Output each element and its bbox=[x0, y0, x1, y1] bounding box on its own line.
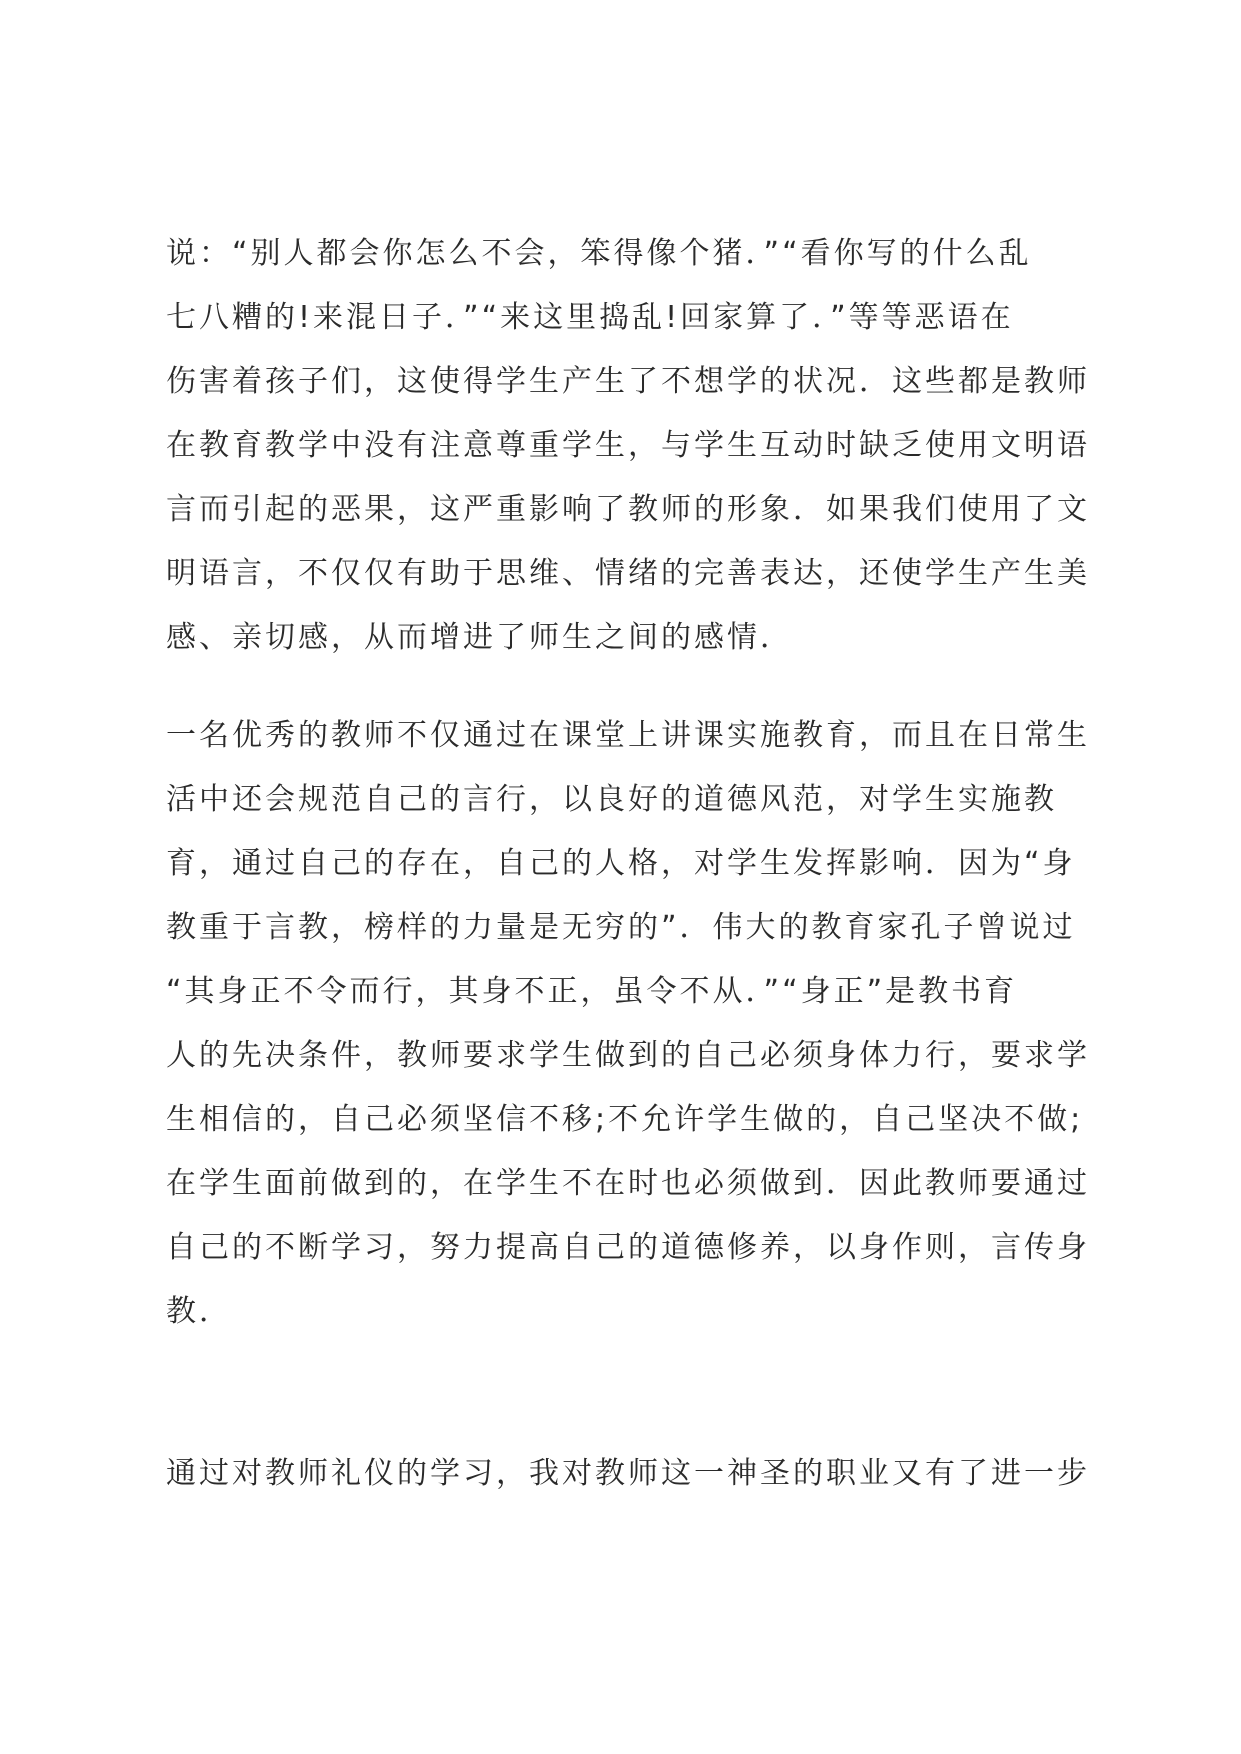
text-line: 人的先决条件，教师要求学生做到的自己必须身体力行，要求学 bbox=[166, 1038, 1090, 1073]
text-line: 教重于言教，榜样的力量是无穷的”．伟大的教育家孔子曾说过 bbox=[166, 910, 1076, 945]
text-line: 通过对教师礼仪的学习，我对教师这一神圣的职业又有了进一步 bbox=[166, 1456, 1090, 1491]
text-line: 伤害着孩子们，这使得学生产生了不想学的状况．这些都是教师 bbox=[166, 364, 1090, 399]
text-line: 七八糟的!来混日子．”“来这里捣乱!回家算了．”等等恶语在 bbox=[166, 300, 1014, 335]
text-line: 感、亲切感，从而增进了师生之间的感情． bbox=[166, 620, 793, 655]
text-line: 生相信的，自己必须坚信不移;不允许学生做的，自己坚决不做; bbox=[166, 1102, 1084, 1137]
text-line: 教． bbox=[166, 1294, 232, 1329]
paragraph-2 bbox=[166, 704, 1096, 1344]
text-line: 活中还会规范自己的言行，以良好的道德风范，对学生实施教 bbox=[166, 782, 1057, 817]
text-line: 在学生面前做到的，在学生不在时也必须做到．因此教师要通过 bbox=[166, 1166, 1090, 1201]
text-line: 言而引起的恶果，这严重影响了教师的形象．如果我们使用了文 bbox=[166, 492, 1090, 527]
text-line: 说：“别人都会你怎么不会，笨得像个猪．”“看你写的什么乱 bbox=[166, 236, 1032, 271]
text-line: 自己的不断学习，努力提高自己的道德修养，以身作则，言传身 bbox=[166, 1230, 1090, 1265]
text-line: 在教育教学中没有注意尊重学生，与学生互动时缺乏使用文明语 bbox=[166, 428, 1090, 463]
paragraph-3 bbox=[166, 1442, 1096, 1506]
text-line: 一名优秀的教师不仅通过在课堂上讲课实施教育，而且在日常生 bbox=[166, 718, 1090, 753]
text-line: “其身正不令而行，其身不正，虽令不从．”“身正”是教书育 bbox=[166, 974, 1018, 1009]
text-line: 育，通过自己的存在，自己的人格，对学生发挥影响．因为“身 bbox=[166, 846, 1076, 881]
paragraph-1 bbox=[166, 222, 1096, 670]
text-line: 明语言，不仅仅有助于思维、情绪的完善表达，还使学生产生美 bbox=[166, 556, 1090, 591]
